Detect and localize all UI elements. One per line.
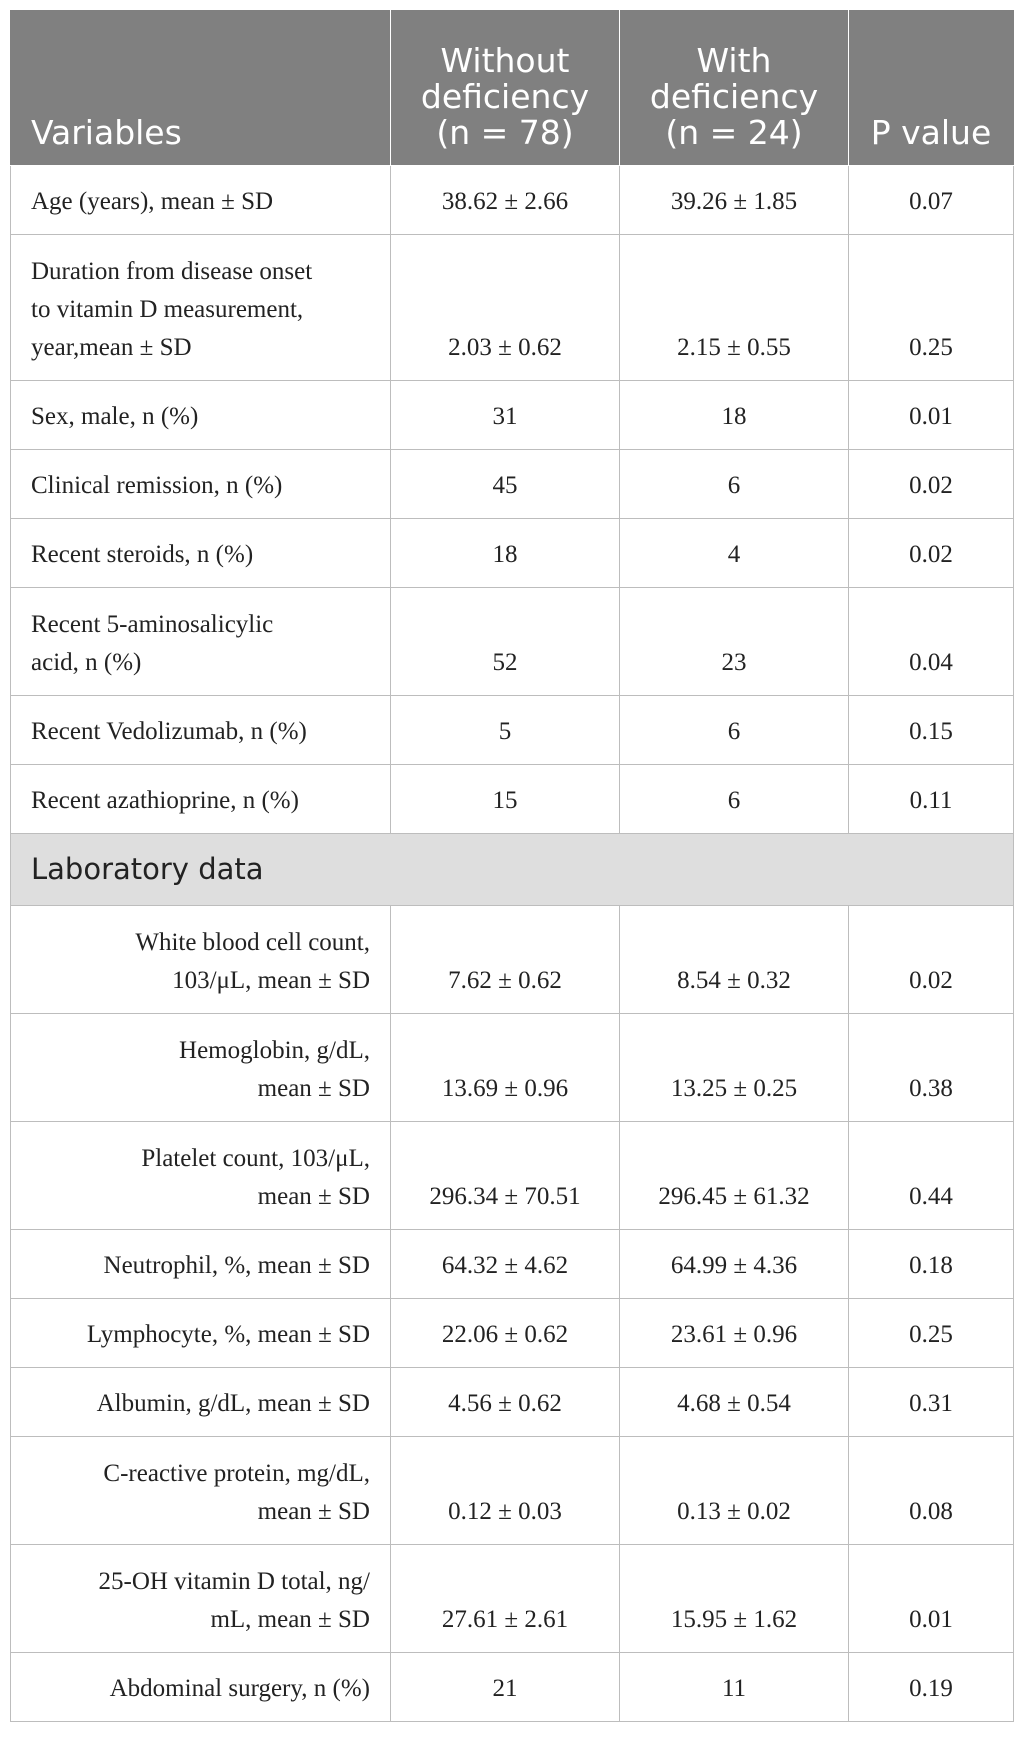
label-line: Recent azathioprine, n (%) [31, 786, 299, 814]
label-line: mL, mean ± SD [210, 1605, 370, 1633]
table-row [11, 905, 1014, 1013]
cell-with: 2.15 ± 0.55 [620, 234, 849, 380]
table-row [11, 1652, 1014, 1721]
row-label [11, 1367, 391, 1436]
cell-with: 18 [620, 380, 849, 449]
cell-without: 4.56 ± 0.62 [391, 1367, 620, 1436]
cell-with: 296.45 ± 61.32 [620, 1121, 849, 1229]
cell-with: 8.54 ± 0.32 [620, 905, 849, 1013]
header-variables: Variables [11, 10, 391, 165]
table-row [11, 1367, 1014, 1436]
table-row [11, 695, 1014, 764]
table-row [11, 587, 1014, 695]
header-with-deficiency [620, 10, 849, 165]
label-line: to vitamin D measurement, [31, 295, 304, 323]
row-label [11, 165, 391, 234]
cell-with: 4 [620, 518, 849, 587]
cell-with: 23 [620, 587, 849, 695]
cell-with: 23.61 ± 0.96 [620, 1298, 849, 1367]
label-line: Lymphocyte, %, mean ± SD [86, 1320, 370, 1348]
header-without-line-2: deficiency [420, 76, 590, 116]
cell-with: 15.95 ± 1.62 [620, 1544, 849, 1652]
row-label [11, 764, 391, 833]
cell-p: 0.04 [849, 587, 1014, 695]
cell-without: 64.32 ± 4.62 [391, 1229, 620, 1298]
cell-without: 27.61 ± 2.61 [391, 1544, 620, 1652]
table-body [11, 165, 1014, 1721]
cell-without: 296.34 ± 70.51 [391, 1121, 620, 1229]
table-row [11, 234, 1014, 380]
cell-p: 0.11 [849, 764, 1014, 833]
cell-with: 6 [620, 695, 849, 764]
cell-p: 0.07 [849, 165, 1014, 234]
header-with-line-3: (n = 24) [665, 112, 803, 152]
data-table [10, 10, 1014, 1722]
cell-without: 2.03 ± 0.62 [391, 234, 620, 380]
label-line: C-reactive protein, mg/dL, [103, 1459, 370, 1487]
label-line: Abdominal surgery, n (%) [109, 1674, 370, 1702]
label-line: year,mean ± SD [31, 333, 192, 361]
row-label [11, 1229, 391, 1298]
table-row [11, 1121, 1014, 1229]
cell-p: 0.31 [849, 1367, 1014, 1436]
header-with-line-1: With [696, 40, 772, 80]
label-line: mean ± SD [257, 1074, 370, 1102]
row-label [11, 587, 391, 695]
row-label [11, 905, 391, 1013]
cell-p: 0.25 [849, 234, 1014, 380]
cell-without: 22.06 ± 0.62 [391, 1298, 620, 1367]
row-label [11, 695, 391, 764]
cell-p: 0.08 [849, 1436, 1014, 1544]
header-without-line-3: (n = 78) [436, 112, 574, 152]
label-line: Neutrophil, %, mean ± SD [103, 1251, 370, 1279]
cell-with: 6 [620, 449, 849, 518]
section-row [11, 833, 1014, 905]
cell-without: 45 [391, 449, 620, 518]
table-row [11, 1544, 1014, 1652]
label-line: acid, n (%) [31, 648, 142, 676]
row-label [11, 1544, 391, 1652]
row-label [11, 1121, 391, 1229]
header-without-deficiency [391, 10, 620, 165]
label-line: Clinical remission, n (%) [31, 471, 283, 499]
label-line: mean ± SD [257, 1497, 370, 1525]
label-line: White blood cell count, [135, 928, 370, 956]
row-label [11, 1652, 391, 1721]
cell-without: 13.69 ± 0.96 [391, 1013, 620, 1121]
cell-without: 7.62 ± 0.62 [391, 905, 620, 1013]
cell-p: 0.44 [849, 1121, 1014, 1229]
label-line: Sex, male, n (%) [31, 402, 199, 430]
label-line: Duration from disease onset [31, 257, 313, 285]
label-line: 103/μL, mean ± SD [172, 966, 370, 994]
header-p-value: P value [849, 10, 1014, 165]
header-without-line-1: Without [440, 40, 570, 80]
row-label [11, 1436, 391, 1544]
row-label [11, 234, 391, 380]
cell-with: 4.68 ± 0.54 [620, 1367, 849, 1436]
cell-without: 0.12 ± 0.03 [391, 1436, 620, 1544]
label-line: mean ± SD [257, 1182, 370, 1210]
cell-without: 5 [391, 695, 620, 764]
cell-without: 21 [391, 1652, 620, 1721]
table-row [11, 165, 1014, 234]
cell-p: 0.01 [849, 380, 1014, 449]
cell-p: 0.18 [849, 1229, 1014, 1298]
row-label [11, 1013, 391, 1121]
cell-with: 64.99 ± 4.36 [620, 1229, 849, 1298]
label-line: Recent Vedolizumab, n (%) [31, 717, 307, 745]
table-row [11, 380, 1014, 449]
cell-with: 39.26 ± 1.85 [620, 165, 849, 234]
section-label-laboratory-data: Laboratory data [11, 833, 1014, 905]
cell-without: 18 [391, 518, 620, 587]
cell-with: 11 [620, 1652, 849, 1721]
table-container [10, 10, 1013, 1722]
cell-p: 0.02 [849, 449, 1014, 518]
label-line: Age (years), mean ± SD [31, 187, 274, 215]
cell-p: 0.25 [849, 1298, 1014, 1367]
row-label [11, 380, 391, 449]
cell-without: 15 [391, 764, 620, 833]
label-line: Platelet count, 103/μL, [141, 1144, 370, 1172]
label-line: Hemoglobin, g/dL, [179, 1036, 370, 1064]
row-label [11, 449, 391, 518]
row-label [11, 1298, 391, 1367]
cell-with: 6 [620, 764, 849, 833]
cell-p: 0.01 [849, 1544, 1014, 1652]
table-row [11, 764, 1014, 833]
table-header [11, 10, 1014, 165]
cell-with: 0.13 ± 0.02 [620, 1436, 849, 1544]
table-row [11, 1436, 1014, 1544]
row-label [11, 518, 391, 587]
cell-with: 13.25 ± 0.25 [620, 1013, 849, 1121]
header-row [11, 10, 1014, 165]
label-line: Recent steroids, n (%) [31, 540, 254, 568]
label-line: Albumin, g/dL, mean ± SD [96, 1389, 370, 1417]
cell-without: 52 [391, 587, 620, 695]
cell-p: 0.02 [849, 518, 1014, 587]
table-row [11, 449, 1014, 518]
cell-without: 31 [391, 380, 620, 449]
cell-p: 0.38 [849, 1013, 1014, 1121]
table-row [11, 1229, 1014, 1298]
table-row [11, 1298, 1014, 1367]
label-line: Recent 5-aminosalicylic [31, 610, 274, 638]
cell-p: 0.02 [849, 905, 1014, 1013]
table-row [11, 1013, 1014, 1121]
header-with-line-2: deficiency [649, 76, 819, 116]
cell-without: 38.62 ± 2.66 [391, 165, 620, 234]
label-line: 25-OH vitamin D total, ng/ [98, 1567, 370, 1595]
table-row [11, 518, 1014, 587]
cell-p: 0.15 [849, 695, 1014, 764]
cell-p: 0.19 [849, 1652, 1014, 1721]
